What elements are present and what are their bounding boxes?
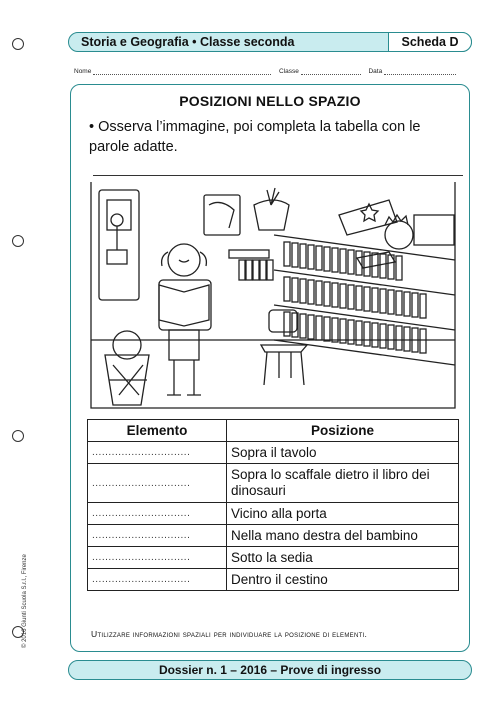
objective-footnote: Utilizzare informazioni spaziali per individuare la posizione di elementi. <box>91 629 368 639</box>
worksheet-panel <box>70 84 470 652</box>
punch-hole <box>12 38 24 50</box>
instruction-divider <box>93 175 463 176</box>
element-blank[interactable]: .............................. <box>88 525 227 547</box>
table-row <box>88 569 459 591</box>
copyright-note: © 2016 Giunti Scuola S.r.l., Firenze <box>22 554 28 648</box>
instruction-text: • Osserva l’immagine, poi completa la tabella con le parole adatte. <box>89 119 421 155</box>
name-field[interactable] <box>93 68 271 75</box>
footer-band: Dossier n. 1 – 2016 – Prove di ingresso <box>68 660 472 680</box>
table-row <box>88 525 459 547</box>
header-band <box>68 32 472 52</box>
position-cell: Sotto la sedia <box>227 547 459 569</box>
class-field[interactable] <box>301 68 361 75</box>
punch-hole <box>12 430 24 442</box>
subject-label: Storia e Geografia • Classe seconda <box>81 35 295 49</box>
table-row <box>88 442 459 464</box>
position-cell: Nella mano destra del bambino <box>227 525 459 547</box>
date-field[interactable] <box>384 68 456 75</box>
table-header-row <box>88 420 459 442</box>
element-blank[interactable]: .............................. <box>88 464 227 503</box>
table-row <box>88 547 459 569</box>
element-blank[interactable]: .............................. <box>88 569 227 591</box>
header-position: Posizione <box>227 420 459 442</box>
date-label: Data <box>368 68 383 75</box>
position-cell: Vicino alla porta <box>227 503 459 525</box>
position-cell: Dentro il cestino <box>227 569 459 591</box>
element-blank[interactable]: .............................. <box>88 442 227 464</box>
positions-table <box>87 419 459 591</box>
scheda-label: Scheda D <box>388 32 472 52</box>
class-label: Classe <box>278 68 299 75</box>
classroom-illustration <box>89 180 457 410</box>
student-info-row <box>74 68 456 75</box>
books-left <box>239 260 273 280</box>
worksheet-title: POSIZIONI NELLO SPAZIO <box>179 93 361 109</box>
table-row <box>88 464 459 503</box>
name-label: Nome <box>74 68 92 75</box>
position-cell: Sopra lo scaffale dietro il libro dei dinosauri <box>227 464 459 503</box>
header-element: Elemento <box>88 420 227 442</box>
punch-hole <box>12 235 24 247</box>
table-row <box>88 503 459 525</box>
element-blank[interactable]: .............................. <box>88 503 227 525</box>
position-cell: Sopra il tavolo <box>227 442 459 464</box>
element-blank[interactable]: .............................. <box>88 547 227 569</box>
